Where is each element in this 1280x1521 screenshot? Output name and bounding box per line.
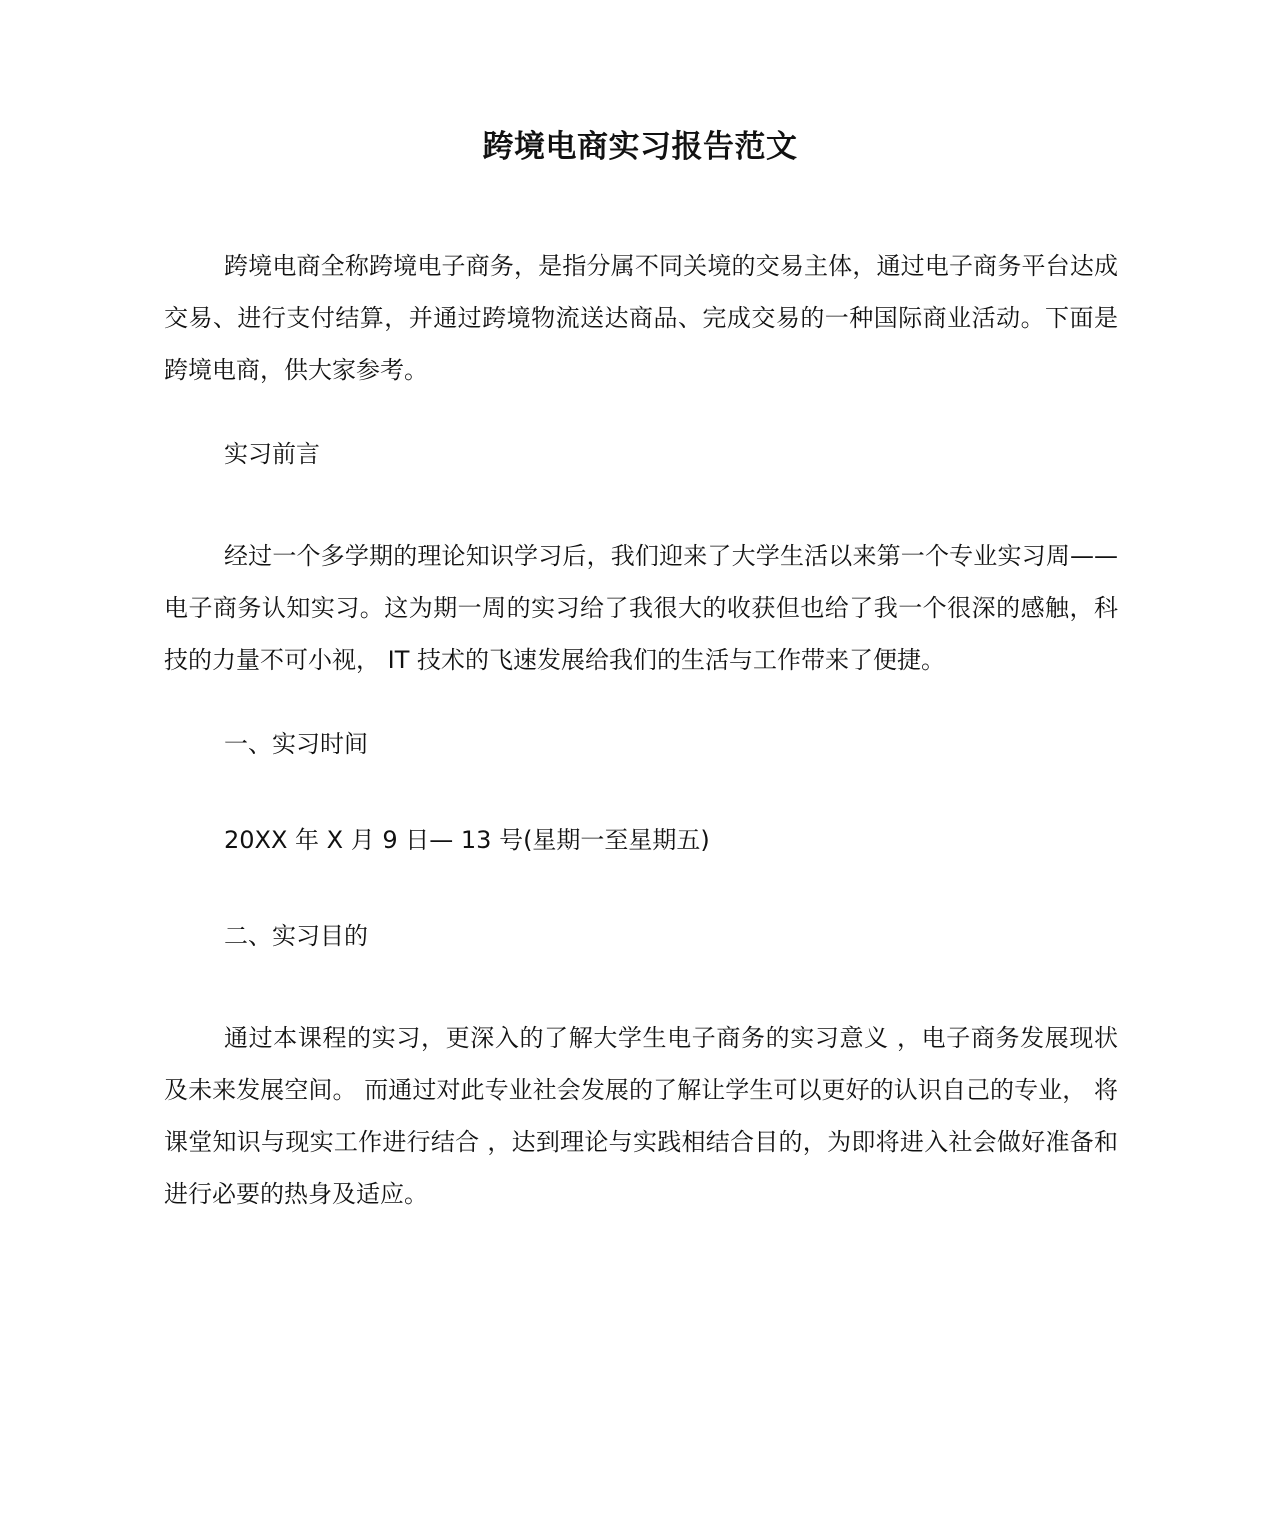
section-time-heading: 一、实习时间 <box>224 730 368 758</box>
section-purpose-paragraph: 通过本课程的实习，更深入的了解大学生电子商务的实习意义 ，电子商务发展现状及未来发展空间。 而通过对此专业社会发展的了解让学生可以更好的认识自己的专业， 将课堂知识与现实工作进行结合 ，达到理论与实践相结合目的，为即将进入社会做好准备和进行必要的热身及适应。 <box>164 1024 1118 1208</box>
preface-heading: 实习前言 <box>224 440 320 468</box>
section-purpose-heading: 二、实习目的 <box>224 922 368 950</box>
intro-paragraph: 跨境电商全称跨境电子商务，是指分属不同关境的交易主体，通过电子商务平台达成交易、进行支付结算，并通过跨境物流送达商品、完成交易的一种国际商业活动。下面是跨境电商，供大家参考。 <box>164 252 1118 384</box>
document-title: 跨境电商实习报告范文 <box>482 129 798 165</box>
preface-paragraph: 经过一个多学期的理论知识学习后，我们迎来了大学生活以来第一个专业实习周——电子商务认知实习。这为期一周的实习给了我很大的收获但也给了我一个很深的感触，科技的力量不可小视， IT 技术的飞速发展给我们的生活与工作带来了便捷。 <box>164 542 1118 674</box>
section-time-body: 20XX 年 X 月 9 日— 13 号(星期一至星期五) <box>224 826 710 854</box>
